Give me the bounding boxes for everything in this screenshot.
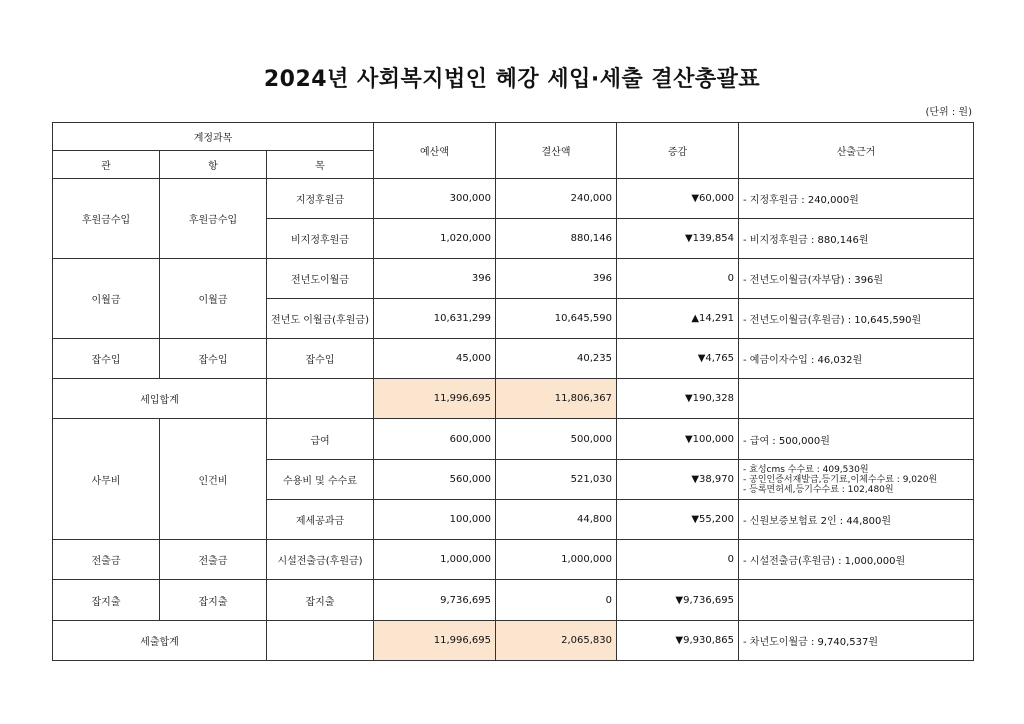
basis-line: - 효성cms 수수료 : 409,530원	[743, 464, 869, 475]
header-budget: 예산액	[374, 123, 496, 179]
settled-cell: 2,065,830	[496, 621, 617, 661]
header-hang: 항	[160, 151, 267, 179]
basis-line: - 공인인증서재발급,등기료,이체수수료 : 9,020원	[743, 474, 938, 485]
basis-line: - 등록면허세,등기수수료 : 102,480원	[743, 484, 894, 495]
basis-cell: - 전년도이월금(후원금) : 10,645,590원	[739, 299, 974, 339]
mok-cell: 잡수입	[267, 339, 374, 379]
unit-note: (단위 : 원)	[925, 107, 972, 118]
table-row	[53, 179, 974, 219]
header-change: 증감	[617, 123, 739, 179]
header-gwan: 관	[53, 151, 160, 179]
hang-cell: 전출금	[160, 540, 267, 580]
settled-cell: 11,806,367	[496, 379, 617, 419]
mok-cell: 제세공과금	[267, 500, 374, 540]
table-row	[53, 259, 974, 299]
mok-cell: 급여	[267, 419, 374, 460]
settled-cell: 240,000	[496, 179, 617, 219]
table-row	[53, 339, 974, 379]
budget-cell: 11,996,695	[374, 621, 496, 661]
settled-cell: 500,000	[496, 419, 617, 460]
change-cell: ▼9,736,695	[617, 580, 739, 621]
budget-cell: 1,020,000	[374, 219, 496, 259]
gwan-cell: 전출금	[53, 540, 160, 580]
mok-cell: 수용비 및 수수료	[267, 460, 374, 500]
empty-cell	[267, 379, 374, 419]
revenue-total-row	[53, 379, 974, 419]
change-cell: ▼38,970	[617, 460, 739, 500]
hang-cell: 후원금수입	[160, 179, 267, 259]
budget-cell: 560,000	[374, 460, 496, 500]
budget-cell: 600,000	[374, 419, 496, 460]
settled-cell: 521,030	[496, 460, 617, 500]
total-label: 세출합계	[53, 621, 267, 661]
budget-cell: 300,000	[374, 179, 496, 219]
header-mok: 목	[267, 151, 374, 179]
mok-cell: 시설전출금(후원금)	[267, 540, 374, 580]
budget-cell: 100,000	[374, 500, 496, 540]
settled-cell: 880,146	[496, 219, 617, 259]
budget-cell: 11,996,695	[374, 379, 496, 419]
basis-cell: - 시설전출금(후원금) : 1,000,000원	[739, 540, 974, 580]
change-cell: ▲14,291	[617, 299, 739, 339]
settled-cell: 0	[496, 580, 617, 621]
hang-cell: 이월금	[160, 259, 267, 339]
basis-cell: - 전년도이월금(자부담) : 396원	[739, 259, 974, 299]
mok-cell: 전년도이월금	[267, 259, 374, 299]
total-label: 세입합계	[53, 379, 267, 419]
settlement-table	[52, 122, 974, 661]
mok-cell: 전년도 이월금(후원금)	[267, 299, 374, 339]
header-account: 계정과목	[53, 123, 374, 151]
header-settled: 결산액	[496, 123, 617, 179]
budget-cell: 396	[374, 259, 496, 299]
basis-cell: - 신원보증보험료 2인 : 44,800원	[739, 500, 974, 540]
settled-cell: 1,000,000	[496, 540, 617, 580]
settled-cell: 396	[496, 259, 617, 299]
basis-cell: - 지정후원금 : 240,000원	[739, 179, 974, 219]
table-row	[53, 419, 974, 460]
basis-cell-multiline	[739, 460, 974, 500]
mok-cell: 비지정후원금	[267, 219, 374, 259]
basis-cell: - 급여 : 500,000원	[739, 419, 974, 460]
gwan-cell: 잡지출	[53, 580, 160, 621]
change-cell: ▼9,930,865	[617, 621, 739, 661]
budget-cell: 10,631,299	[374, 299, 496, 339]
basis-cell: - 비지정후원금 : 880,146원	[739, 219, 974, 259]
settled-cell: 40,235	[496, 339, 617, 379]
table-row	[53, 540, 974, 580]
change-cell: ▼100,000	[617, 419, 739, 460]
hang-cell: 잡수입	[160, 339, 267, 379]
budget-cell: 45,000	[374, 339, 496, 379]
header-basis: 산출근거	[739, 123, 974, 179]
budget-cell: 1,000,000	[374, 540, 496, 580]
gwan-cell: 사무비	[53, 419, 160, 540]
empty-cell	[739, 379, 974, 419]
table-row	[53, 580, 974, 621]
gwan-cell: 이월금	[53, 259, 160, 339]
change-cell: ▼55,200	[617, 500, 739, 540]
change-cell: ▼60,000	[617, 179, 739, 219]
change-cell: 0	[617, 540, 739, 580]
page-title: 2024년 사회복지법인 혜강 세입·세출 결산총괄표	[263, 67, 761, 92]
expenditure-total-row	[53, 621, 974, 661]
change-cell: ▼139,854	[617, 219, 739, 259]
hang-cell: 인건비	[160, 419, 267, 540]
basis-cell: - 차년도이월금 : 9,740,537원	[739, 621, 974, 661]
hang-cell: 잡지출	[160, 580, 267, 621]
change-cell: ▼190,328	[617, 379, 739, 419]
change-cell: 0	[617, 259, 739, 299]
mok-cell: 잡지출	[267, 580, 374, 621]
gwan-cell: 후원금수입	[53, 179, 160, 259]
empty-cell	[267, 621, 374, 661]
basis-cell: - 예금이자수입 : 46,032원	[739, 339, 974, 379]
header-row-1	[53, 123, 974, 151]
change-cell: ▼4,765	[617, 339, 739, 379]
mok-cell: 지정후원금	[267, 179, 374, 219]
settled-cell: 44,800	[496, 500, 617, 540]
budget-cell: 9,736,695	[374, 580, 496, 621]
gwan-cell: 잡수입	[53, 339, 160, 379]
settled-cell: 10,645,590	[496, 299, 617, 339]
basis-cell	[739, 580, 974, 621]
